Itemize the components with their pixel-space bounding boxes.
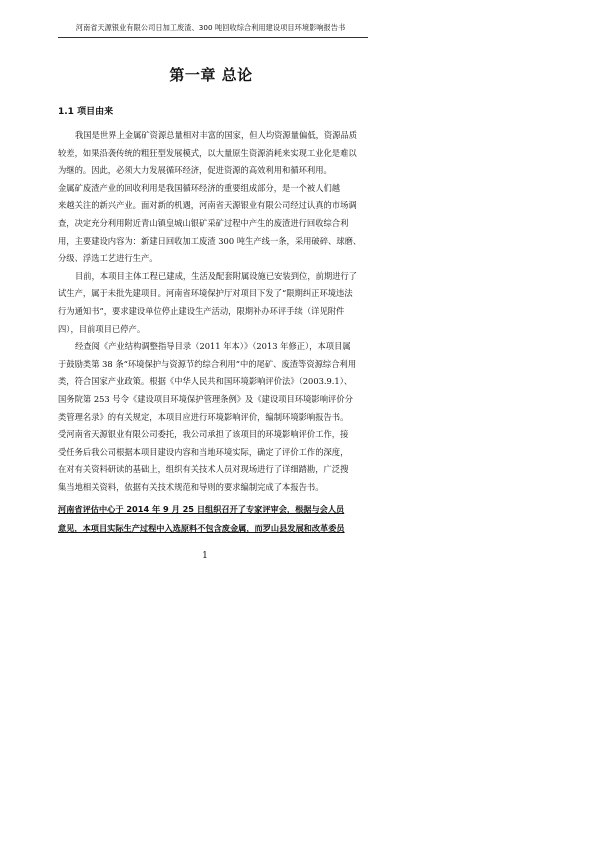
paragraph — [58, 268, 370, 338]
text-line: 于鼓励类第 38 条“环境保护与资源节约综合利用”中的尾矿、废渣等资源综合利用 — [58, 358, 357, 369]
text-line: 来越关注的新兴产业。面对新的机遇，河南省天源银业有限公司经过认真的市场调 — [58, 200, 357, 211]
text-line: 较差，如果沿袭传统的粗狂型发展模式，以大量原生资源消耗来实现工业化是难以 — [58, 147, 357, 158]
paragraph — [58, 338, 370, 496]
text-line: 分级、浮选工艺进行生产。 — [58, 253, 158, 264]
body-text — [58, 127, 370, 538]
text-line: 四），目前项目已停产。 — [58, 323, 146, 334]
text-line: 受任务后我公司根据本项目建设内容和当地环境实际，确定了评价工作的深度， — [58, 446, 349, 457]
text-line: 为继的。因此，必须大力发展循环经济，促进资源的高效利用和循环利用。 — [58, 165, 332, 176]
page-number: 1 — [202, 551, 208, 561]
text-line: 国务院第 253 号令《建设项目环境保护管理条例》及《建设项目环境影响评价分 — [58, 393, 353, 404]
text-line: 河南省评估中心于 2014 年 9 月 25 日组织召开了专家评审会，根据与会人员 — [58, 504, 345, 515]
header-divider — [58, 37, 368, 38]
text-line: 经查阅《产业结构调整指导目录（2011 年本）》（2013 年修正），本项目属 — [75, 341, 351, 352]
text-line: 行为通知书”，要求建设单位停止建设生产活动，限期补办环评手续（详见附件 — [58, 305, 345, 316]
paragraph — [58, 180, 370, 268]
text-line: 目前，本项目主体工程已建成，生活及配套附属设施已安装到位，前期进行了 — [75, 270, 358, 281]
emphasized-paragraph — [58, 500, 370, 538]
text-line: 受河南省天源银业有限公司委托，我公司承担了该项目的环境影响评价工作，接 — [58, 429, 349, 440]
text-line: 查，决定充分利用附近青山镇皇城山银矿采矿过程中产生的废渣进行回收综合利 — [58, 217, 349, 228]
paragraph — [58, 127, 370, 180]
section-heading: 1.1 项目由来 — [58, 107, 114, 117]
text-line: 我国是世界上金属矿资源总量相对丰富的国家，但人均资源量偏低，资源品质 — [75, 130, 358, 140]
text-line: 集当地相关资料，依据有关技术规范和导则的要求编制完成了本报告书。 — [58, 481, 324, 492]
running-header: 河南省天源银业有限公司日加工废渣、300 吨回收综合利用建设项目环境影响报告书 — [75, 23, 346, 32]
text-line: 在对有关资料研读的基础上，组织有关技术人员对现场进行了详细踏勘，广泛搜 — [58, 464, 349, 475]
text-line: 意见，本项目实际生产过程中入选原料不包含废金属，而罗山县发展和改革委员 — [58, 523, 345, 534]
text-line: 试生产，属于未批先建项目。河南省环境保护厅对项目下发了“限期纠正环境违法 — [58, 288, 353, 299]
chapter-title: 第一章 总论 — [169, 66, 253, 84]
text-line: 类管理名录》的有关规定，本项目应进行环境影响评价，编制环境影响报告书。 — [58, 411, 349, 422]
text-line: 用，主要建设内容为：新建日回收加工废渣 300 吨生产线一条，采用破碎、球磨、 — [58, 235, 362, 246]
text-line: 金属矿废渣产业的回收利用是我国循环经济的重要组成部分，是一个被人们越 — [58, 182, 341, 193]
text-line: 类，符合国家产业政策。根据《中华人民共和国环境影响评价法》（2003.9.1）、 — [58, 376, 353, 387]
